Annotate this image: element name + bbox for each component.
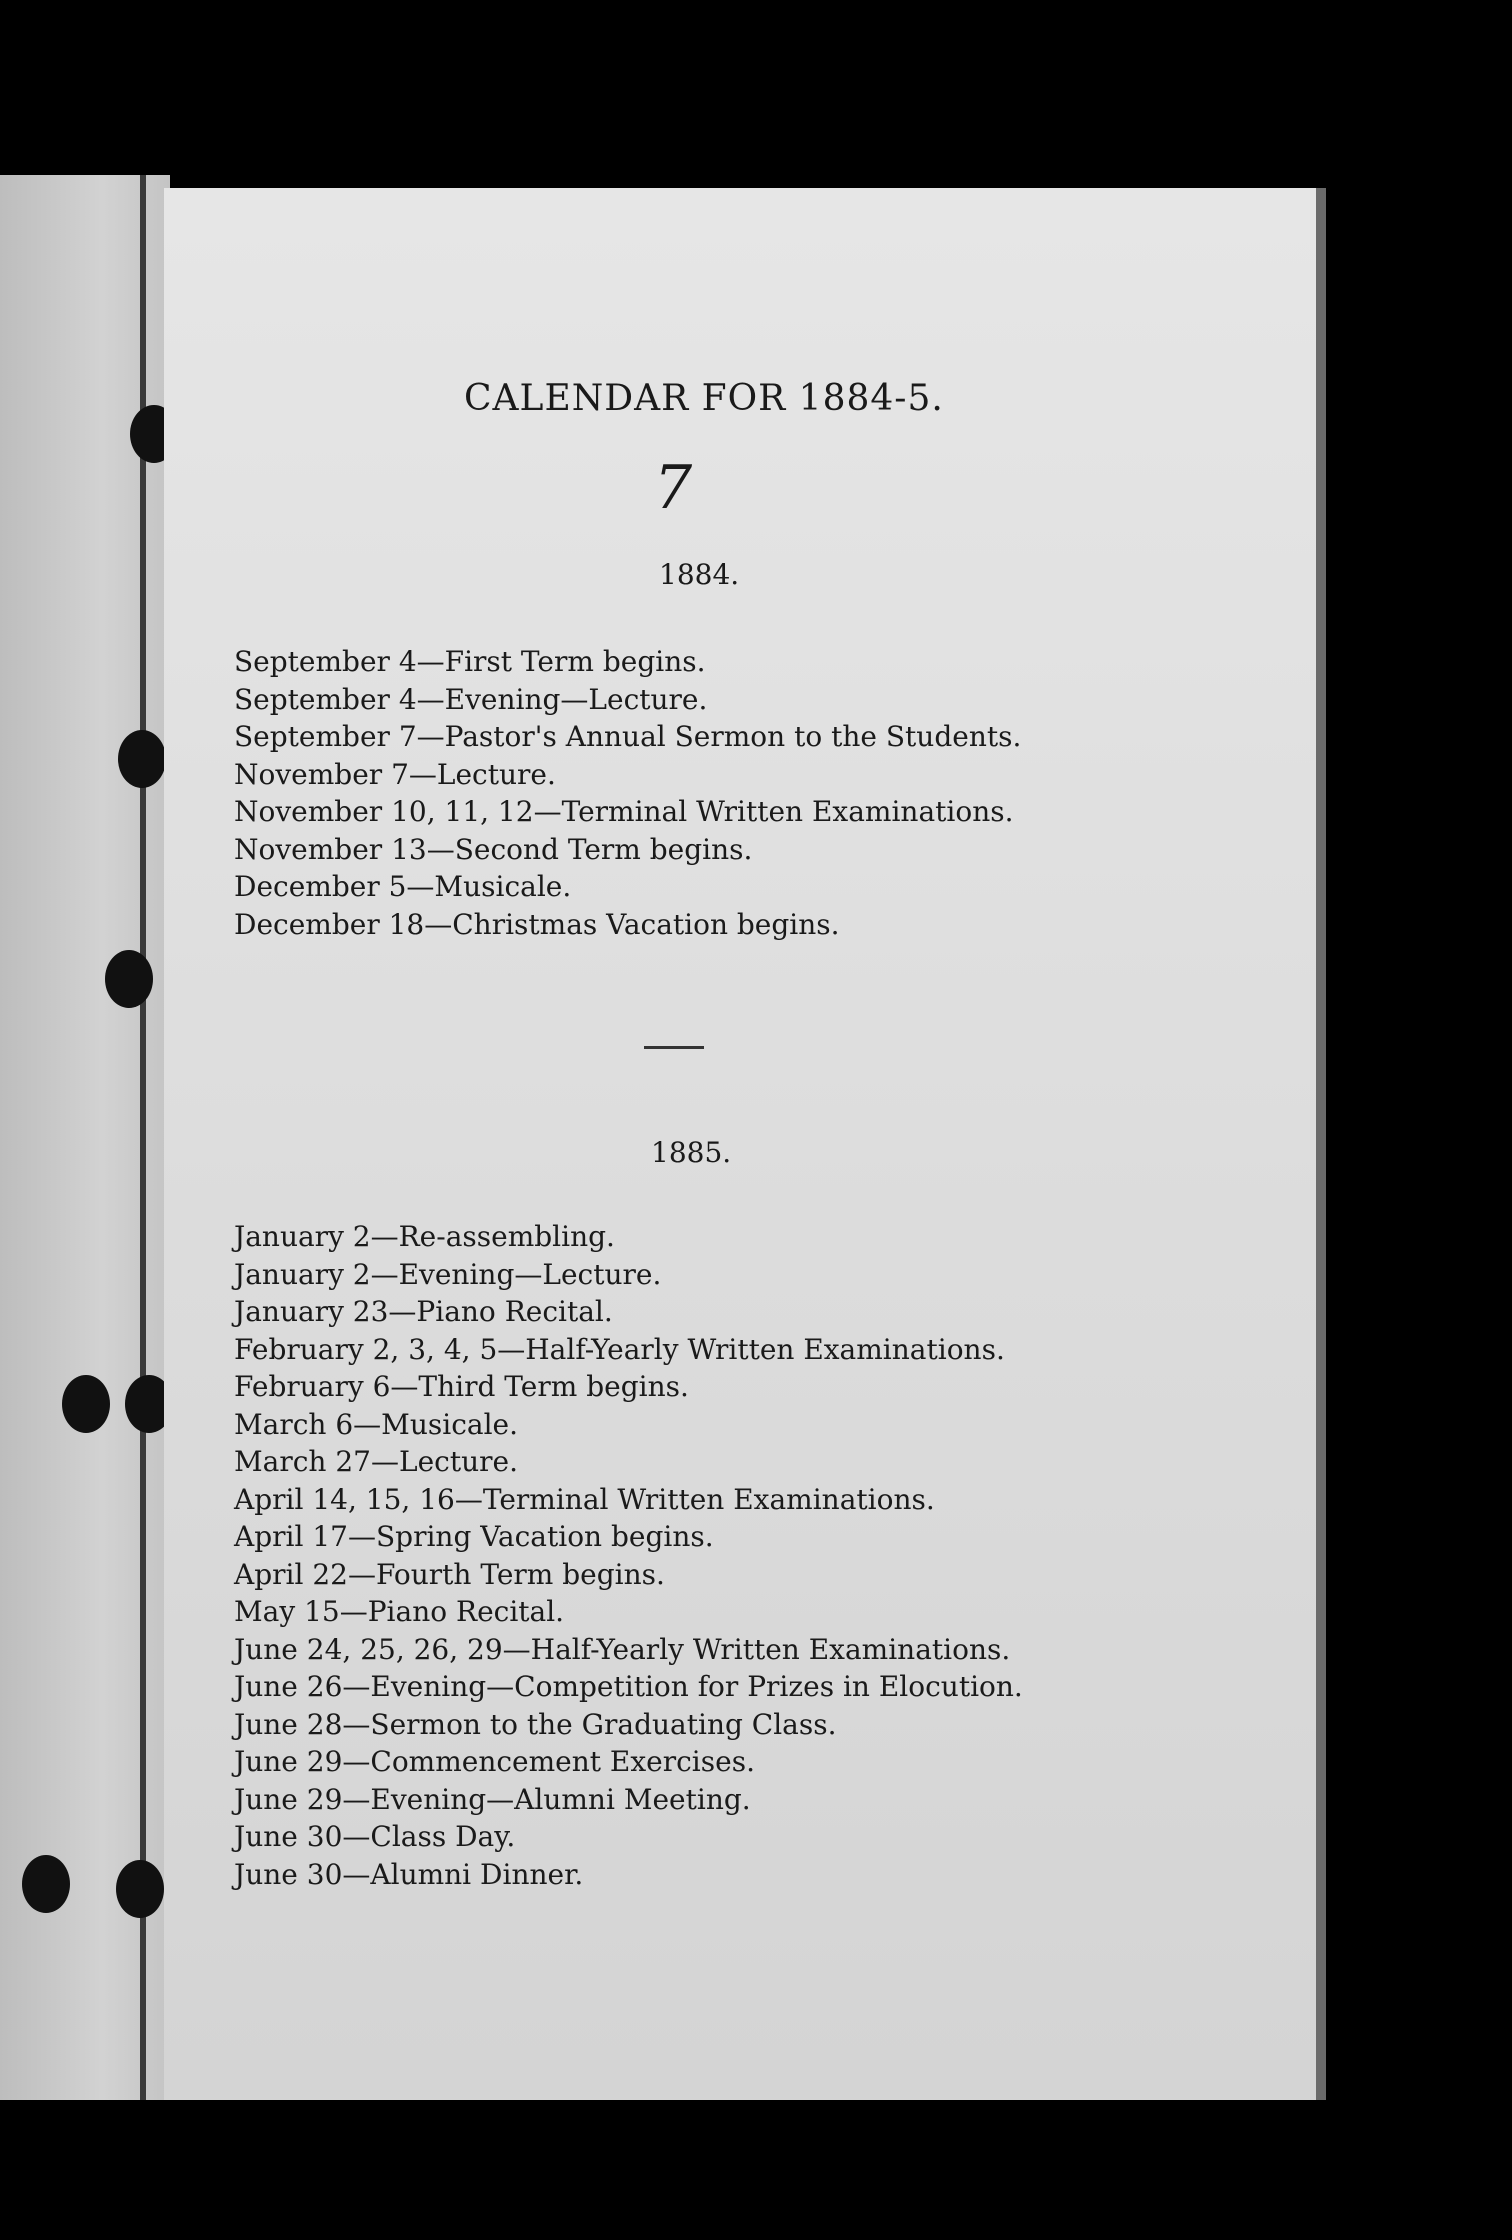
binding-hole — [116, 1860, 164, 1918]
calendar-entry: February 6—Third Term begins. — [234, 1370, 689, 1403]
year-heading-1885: 1885. — [651, 1136, 732, 1169]
calendar-entry: February 2, 3, 4, 5—Half-Yearly Written Examinations. — [234, 1332, 1005, 1366]
calendar-entry: June 30—Class Day. — [234, 1820, 516, 1853]
handwritten-page-number: 7 — [654, 453, 693, 523]
calendar-entry: April 22—Fourth Term begins. — [234, 1557, 665, 1591]
calendar-entry: June 26—Evening—Competition for Prizes in Elocution. — [234, 1670, 1023, 1703]
calendar-entry: June 24, 25, 26, 29—Half-Yearly Written Examinations. — [234, 1632, 1011, 1666]
calendar-list-1884 — [234, 643, 1021, 943]
binding-hole — [22, 1855, 70, 1913]
year-heading-1884: 1884. — [659, 558, 740, 591]
calendar-entry: December 18—Christmas Vacation begins. — [234, 907, 840, 941]
calendar-list-1885 — [234, 1218, 1023, 1893]
calendar-entry: March 27—Lecture. — [234, 1445, 518, 1478]
calendar-entry: January 2—Re-assembling. — [234, 1220, 615, 1253]
calendar-entry: September 4—First Term begins. — [234, 645, 706, 678]
calendar-entry: May 15—Piano Recital. — [234, 1595, 565, 1628]
section-divider — [644, 1046, 704, 1049]
binding-hole — [105, 950, 153, 1008]
calendar-entry: June 29—Commencement Exercises. — [234, 1745, 755, 1778]
calendar-entry: March 6—Musicale. — [234, 1407, 519, 1441]
calendar-entry: June 30—Alumni Dinner. — [234, 1857, 584, 1891]
calendar-entry: November 13—Second Term begins. — [234, 832, 753, 866]
calendar-entry: November 10, 11, 12—Terminal Written Examinations. — [234, 795, 1014, 828]
calendar-entry: September 7—Pastor's Annual Sermon to the Students. — [234, 720, 1022, 753]
calendar-entry: September 4—Evening—Lecture. — [234, 682, 708, 716]
calendar-entry: April 14, 15, 16—Terminal Written Examinations. — [234, 1482, 935, 1516]
binding-hole — [118, 730, 166, 788]
page-title: CALENDAR FOR 1884-5. — [464, 378, 944, 419]
calendar-entry: January 2—Evening—Lecture. — [234, 1257, 662, 1291]
binding-gutter — [140, 175, 146, 2100]
calendar-entry: June 28—Sermon to the Graduating Class. — [234, 1707, 837, 1741]
calendar-entry: April 17—Spring Vacation begins. — [234, 1520, 714, 1553]
calendar-entry: January 23—Piano Recital. — [234, 1295, 613, 1328]
calendar-page — [164, 188, 1326, 2100]
calendar-entry: November 7—Lecture. — [234, 757, 556, 791]
calendar-entry: June 29—Evening—Alumni Meeting. — [234, 1782, 751, 1816]
binding-hole — [62, 1375, 110, 1433]
calendar-entry: December 5—Musicale. — [234, 870, 572, 903]
